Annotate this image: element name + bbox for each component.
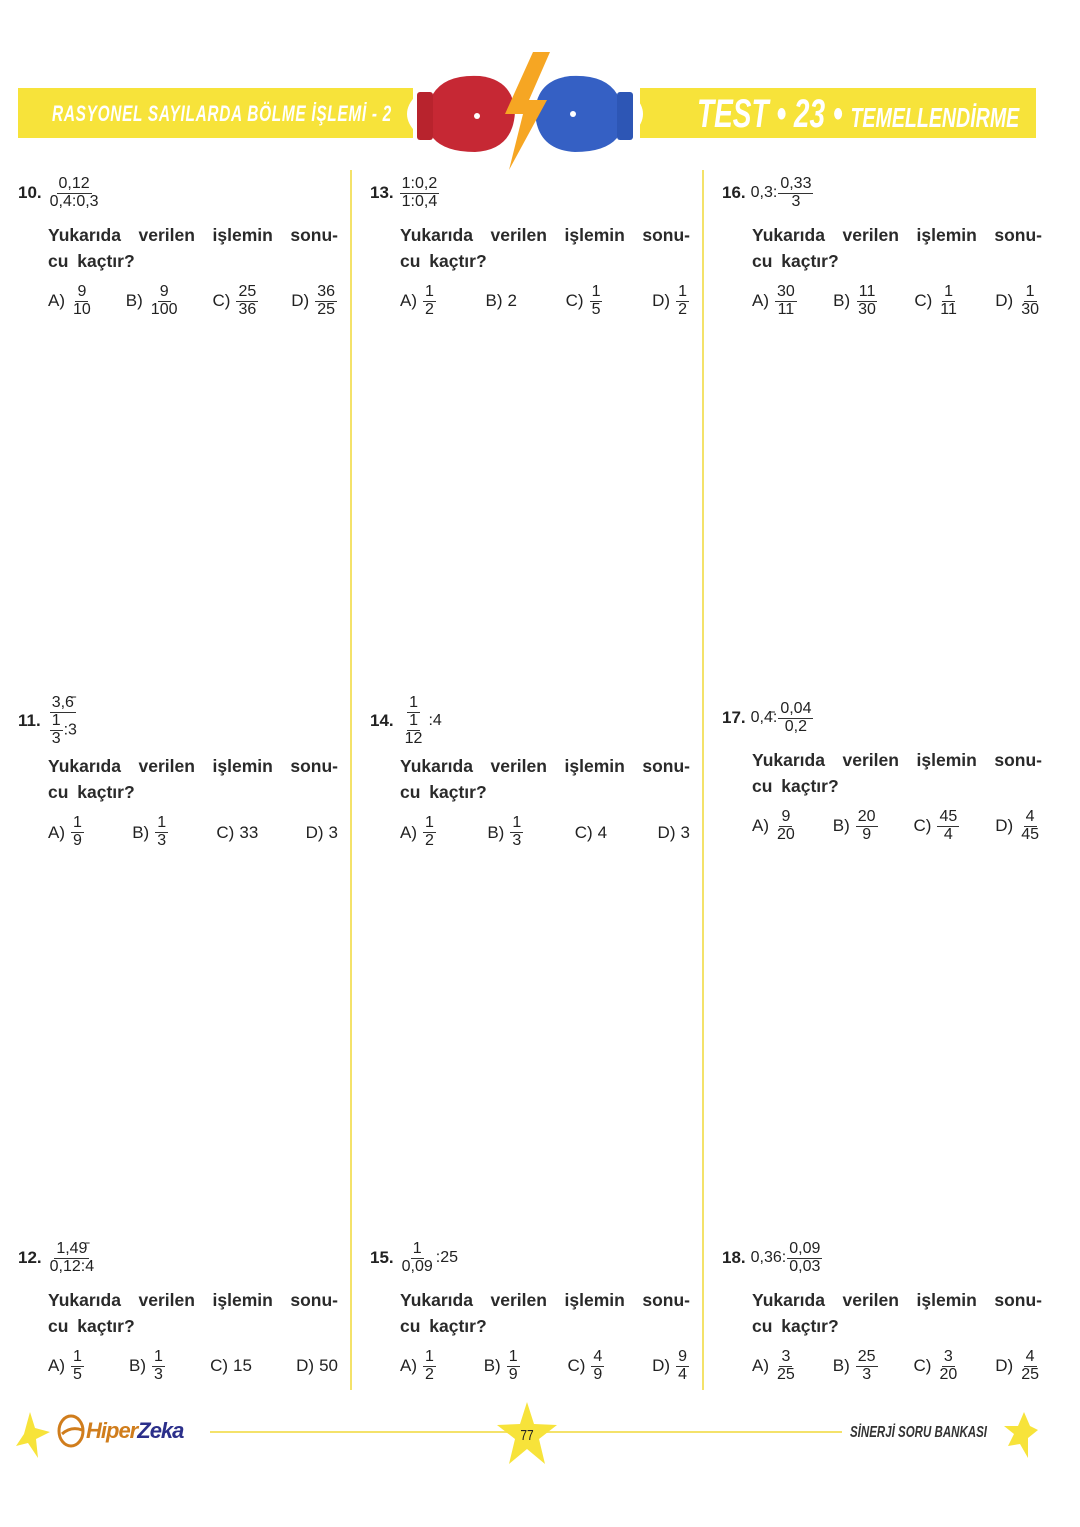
expression-text: 1:0,4 xyxy=(401,192,438,210)
fraction-denominator: 9 xyxy=(862,825,872,843)
fraction-denominator: 2 xyxy=(425,832,434,850)
column-divider xyxy=(350,170,352,1390)
answer-option-c[interactable] xyxy=(914,809,961,844)
option-fraction xyxy=(938,284,959,319)
question-prompt: Yukarıda verilen işlemin sonu- cu kaçtır? xyxy=(752,1290,1042,1336)
fraction-numerator xyxy=(400,176,440,194)
question-expression xyxy=(722,695,1042,741)
fraction-numerator: 4 xyxy=(593,1348,603,1365)
answer-option-c[interactable] xyxy=(213,284,260,319)
fraction-numerator xyxy=(407,695,420,713)
option-fraction xyxy=(1019,1349,1041,1384)
expression-text: 0,09 xyxy=(789,1239,821,1257)
column-divider xyxy=(702,170,704,1390)
question xyxy=(722,170,1042,319)
option-fraction xyxy=(590,284,603,319)
fraction-numerator: 9 xyxy=(159,283,169,300)
option-label: C) xyxy=(212,291,231,311)
fraction-numerator: 4 xyxy=(1025,808,1035,825)
option-fraction xyxy=(775,1349,797,1384)
expression-text: 1 xyxy=(409,694,418,711)
option-label: C) xyxy=(210,1356,229,1376)
option-label: A) xyxy=(48,822,65,842)
option-fraction xyxy=(1019,809,1041,844)
answer-option-a[interactable] xyxy=(48,284,94,319)
question-expression xyxy=(370,1235,690,1281)
fraction-denominator: 30 xyxy=(1021,300,1039,318)
question-prompt: Yukarıda verilen işlemin sonu- cu kaçtır? xyxy=(400,225,690,271)
answer-option-c[interactable] xyxy=(216,823,258,843)
fraction-numerator: 11 xyxy=(858,283,876,300)
expression-text: 0,4̄: xyxy=(750,709,778,726)
fraction-denominator: 3 xyxy=(512,832,522,850)
question-expression xyxy=(370,695,690,747)
expression-text: 0,2 xyxy=(784,717,808,735)
fraction-denominator: 2 xyxy=(678,300,687,318)
fraction-denominator: 3 xyxy=(157,832,167,850)
answer-options xyxy=(752,809,1042,844)
fraction-numerator xyxy=(50,713,63,731)
option-label: D) xyxy=(995,816,1014,836)
fraction-numerator: 1 xyxy=(425,814,434,832)
question-number: 16. xyxy=(722,183,746,202)
question-expression xyxy=(370,170,690,216)
answer-option-a[interactable] xyxy=(400,284,437,319)
fraction-denominator xyxy=(400,194,440,211)
fraction-denominator: 2 xyxy=(425,300,434,318)
question-prompt: Yukarıda verilen işlemin sonu- cu kaçtır? xyxy=(752,225,1042,271)
option-label: A) xyxy=(752,816,769,836)
fraction-denominator: 9 xyxy=(508,1365,518,1383)
option-label: D) xyxy=(657,822,676,842)
question-prompt: Yukarıda verilen işlemin sonu- cu kaçtır? xyxy=(752,750,1042,796)
fraction-numerator: 9 xyxy=(678,1348,687,1365)
option-label: D) xyxy=(652,291,671,311)
option-fraction xyxy=(676,1349,689,1384)
fraction xyxy=(400,1241,435,1276)
option-fraction xyxy=(71,1349,84,1384)
option-fraction xyxy=(507,1349,520,1384)
fraction-denominator: 5 xyxy=(73,1365,82,1383)
option-label: C) xyxy=(567,1356,586,1376)
option-fraction xyxy=(315,284,337,319)
fraction xyxy=(787,1241,822,1276)
answer-options xyxy=(752,284,1042,319)
expression-text: :25 xyxy=(435,1249,459,1266)
answer-option-c[interactable] xyxy=(567,1349,605,1384)
question-prompt: Yukarıda verilen işlemin sonu- cu kaçtır? xyxy=(48,756,338,803)
fraction xyxy=(778,701,813,736)
fraction-numerator xyxy=(411,1241,424,1259)
option-value: 15 xyxy=(233,1356,252,1376)
fraction xyxy=(400,695,428,747)
question-prompt: Yukarıda verilen işlemin sonu- cu kaçtır? xyxy=(400,756,690,803)
option-label: C) xyxy=(216,822,235,842)
fraction-numerator xyxy=(54,1241,89,1259)
option-fraction xyxy=(423,284,436,319)
expression-text: 0,36: xyxy=(750,1249,787,1266)
fraction-denominator: 10 xyxy=(73,300,91,318)
question-prompt: Yukarıda verilen işlemin sonu- cu kaçtır? xyxy=(48,1290,338,1336)
fraction-numerator: 36 xyxy=(317,283,335,300)
fraction xyxy=(400,176,440,211)
option-value: 33 xyxy=(239,822,259,842)
option-fraction xyxy=(591,1349,604,1384)
answer-option-b[interactable] xyxy=(129,1349,166,1384)
option-fraction xyxy=(152,1349,165,1384)
option-label: A) xyxy=(48,291,65,311)
fraction-denominator: 9 xyxy=(73,832,82,850)
option-label: D) xyxy=(305,822,324,842)
question-number: 15. xyxy=(370,1248,394,1267)
expression-text: 1:0,2 xyxy=(401,174,438,192)
answer-option-d[interactable] xyxy=(658,823,690,843)
fraction-numerator xyxy=(778,701,813,719)
answer-option-c[interactable] xyxy=(566,284,604,319)
expression-text: :4 xyxy=(428,712,442,730)
fraction-denominator xyxy=(50,731,63,748)
logo-icon xyxy=(56,1414,86,1448)
question xyxy=(18,170,338,319)
fraction-numerator: 1 xyxy=(73,1348,82,1365)
question-prompt: Yukarıda verilen işlemin sonu- cu kaçtır? xyxy=(400,1290,690,1336)
question-number: 18. xyxy=(722,1248,746,1267)
fraction-numerator: 1 xyxy=(425,283,434,300)
answer-option-b[interactable] xyxy=(833,809,879,844)
test-label: TEST xyxy=(697,92,769,136)
option-label: A) xyxy=(752,1356,769,1376)
answer-option-d[interactable] xyxy=(306,823,338,843)
fraction-denominator xyxy=(48,194,101,211)
answer-option-a[interactable] xyxy=(400,1349,437,1384)
option-label: D) xyxy=(296,1356,315,1376)
answer-option-a[interactable] xyxy=(400,815,437,850)
fraction-denominator xyxy=(787,1259,822,1276)
fraction-numerator: 1 xyxy=(591,283,601,300)
fraction-denominator: 11 xyxy=(777,300,795,318)
fraction xyxy=(778,176,813,211)
option-label: C) xyxy=(913,816,932,836)
option-label: D) xyxy=(652,1356,671,1376)
option-label: B) xyxy=(487,822,505,842)
fraction-numerator: 45 xyxy=(939,808,958,825)
question xyxy=(370,1235,690,1384)
fraction-numerator: 9 xyxy=(781,808,791,825)
answer-option-d[interactable] xyxy=(296,1356,338,1376)
fraction-numerator: 1 xyxy=(73,814,82,832)
expression-text: 1 xyxy=(409,711,418,729)
answer-option-c[interactable] xyxy=(210,1356,252,1376)
answer-option-a[interactable] xyxy=(48,1349,85,1384)
question xyxy=(722,1235,1042,1384)
answer-option-b[interactable] xyxy=(833,1349,879,1384)
option-fraction xyxy=(937,809,959,844)
option-label: D) xyxy=(995,291,1014,311)
fraction-numerator: 3 xyxy=(781,1348,791,1365)
answer-option-a[interactable] xyxy=(752,284,798,319)
question-expression xyxy=(722,170,1042,216)
fraction-denominator: 5 xyxy=(591,300,601,318)
option-label: B) xyxy=(132,822,150,842)
answer-option-d[interactable] xyxy=(995,1349,1042,1384)
fraction-numerator: 25 xyxy=(238,283,257,300)
answer-options xyxy=(48,284,338,319)
answer-option-d[interactable] xyxy=(291,284,338,319)
option-fraction xyxy=(236,284,258,319)
option-fraction xyxy=(856,809,878,844)
fraction-denominator xyxy=(783,719,809,736)
answer-options xyxy=(400,284,690,319)
answer-option-b[interactable] xyxy=(126,284,181,319)
fraction-numerator: 1 xyxy=(154,1348,163,1365)
expression-text: 3 xyxy=(51,729,61,747)
question-expression xyxy=(722,1235,1042,1281)
option-label: B) xyxy=(832,816,850,836)
option-fraction xyxy=(937,1349,959,1384)
answer-option-d[interactable] xyxy=(652,1349,690,1384)
option-value: 50 xyxy=(319,1356,338,1376)
fraction-numerator xyxy=(50,695,76,713)
fraction-denominator: 4 xyxy=(943,825,953,843)
answer-option-d[interactable] xyxy=(652,284,690,319)
option-label: B) xyxy=(129,1356,147,1376)
fraction-numerator: 1 xyxy=(425,1348,434,1365)
brand-name: SİNERJİ SORU BANKASI xyxy=(850,1424,987,1441)
expression-text: 1,49̄ xyxy=(56,1239,88,1257)
fraction-numerator: 3 xyxy=(943,1348,953,1365)
fraction-denominator: 25 xyxy=(317,300,335,318)
option-label: B) xyxy=(833,291,851,311)
boxing-gloves-icon xyxy=(405,52,645,172)
option-fraction xyxy=(423,1349,436,1384)
fraction-denominator xyxy=(400,713,428,748)
question xyxy=(370,170,690,319)
fraction-denominator: 9 xyxy=(593,1365,603,1383)
option-value: 3 xyxy=(680,822,690,842)
answer-option-b[interactable] xyxy=(833,284,879,319)
expression-text: 3,6̄ xyxy=(51,694,74,711)
option-fraction xyxy=(1019,284,1041,319)
option-label: C) xyxy=(914,291,933,311)
fraction-numerator: 4 xyxy=(1025,1348,1035,1365)
fraction-denominator xyxy=(48,1259,96,1276)
option-label: B) xyxy=(483,1356,501,1376)
question xyxy=(370,695,690,850)
topic-title: RASYONEL SAYILARDA BÖLME İŞLEMİ - 2 xyxy=(52,101,392,126)
answer-options xyxy=(48,1349,338,1384)
fraction-numerator: 1 xyxy=(1025,283,1035,300)
test-title: TEST • 23 • TEMELLENDİRME xyxy=(697,92,1020,136)
answer-options xyxy=(752,1349,1042,1384)
fraction-denominator: 4 xyxy=(678,1365,687,1383)
expression-text: 0,12 xyxy=(58,174,90,192)
option-label: A) xyxy=(400,1356,417,1376)
fraction-numerator xyxy=(778,176,813,194)
question-number: 12. xyxy=(18,1248,42,1267)
option-fraction xyxy=(856,284,878,319)
expression-text: 12 xyxy=(404,729,423,747)
answer-option-a[interactable] xyxy=(752,1349,798,1384)
option-value: 3 xyxy=(328,822,338,842)
fraction-denominator: 2 xyxy=(425,1365,434,1383)
option-value: 2 xyxy=(507,291,517,311)
answer-option-b[interactable] xyxy=(132,815,169,850)
expression-text: 3 xyxy=(791,192,801,210)
answer-option-d[interactable] xyxy=(995,809,1042,844)
fraction-numerator: 1 xyxy=(508,1348,518,1365)
answer-options xyxy=(400,815,690,850)
answer-option-c[interactable] xyxy=(575,823,607,843)
option-label: D) xyxy=(995,1356,1014,1376)
page-number: 77 xyxy=(520,1427,534,1444)
fraction-numerator: 30 xyxy=(777,283,795,300)
option-fraction xyxy=(71,284,93,319)
option-fraction xyxy=(856,1349,878,1384)
star-icon xyxy=(16,1412,50,1458)
fraction-numerator: 1 xyxy=(944,283,954,300)
fraction xyxy=(50,713,63,748)
option-label: A) xyxy=(48,1356,65,1376)
expression-text: 0,12:4 xyxy=(49,1257,95,1275)
option-label: D) xyxy=(291,291,310,311)
fraction xyxy=(48,1241,96,1276)
question-expression xyxy=(18,1235,338,1281)
option-label: C) xyxy=(574,822,593,842)
option-label: A) xyxy=(752,291,769,311)
answer-option-c[interactable] xyxy=(914,1349,961,1384)
expression-text: 0,33 xyxy=(780,174,812,192)
option-fraction xyxy=(676,284,689,319)
fraction-denominator: 20 xyxy=(777,825,795,843)
fraction-denominator: 20 xyxy=(939,1365,958,1383)
option-fraction xyxy=(510,815,523,850)
question-number: 17. xyxy=(722,708,746,727)
answer-option-b[interactable] xyxy=(484,1349,521,1384)
option-label: C) xyxy=(913,1356,932,1376)
question xyxy=(18,1235,338,1384)
answer-options xyxy=(400,1349,690,1384)
option-fraction xyxy=(155,815,168,850)
fraction-denominator: 11 xyxy=(940,300,957,318)
fraction-denominator: 100 xyxy=(150,300,178,318)
fraction-denominator: 25 xyxy=(777,1365,795,1383)
expression-text: :3 xyxy=(63,721,77,739)
option-value: 4 xyxy=(597,822,608,842)
fraction-denominator xyxy=(47,713,79,748)
expression-text: 1 xyxy=(51,711,61,729)
question-number: 11. xyxy=(18,711,41,731)
fraction xyxy=(403,713,425,748)
question-prompt: Yukarıda verilen işlemin sonu- cu kaçtır? xyxy=(48,225,338,271)
option-label: A) xyxy=(400,291,417,311)
fraction-denominator: 30 xyxy=(858,300,876,318)
option-fraction xyxy=(775,284,797,319)
fraction-numerator: 1 xyxy=(157,814,167,832)
fraction-denominator: 3 xyxy=(862,1365,872,1383)
fraction xyxy=(48,176,101,211)
question-expression xyxy=(18,170,338,216)
fraction-numerator: 25 xyxy=(857,1348,876,1365)
answer-option-a[interactable] xyxy=(48,815,85,850)
option-label: B) xyxy=(832,1356,850,1376)
option-fraction xyxy=(423,815,436,850)
option-fraction xyxy=(71,815,84,850)
fraction xyxy=(47,695,79,747)
option-label: B) xyxy=(485,291,503,311)
fraction-numerator xyxy=(787,1241,822,1259)
option-label: A) xyxy=(400,822,417,842)
fraction-denominator xyxy=(403,731,425,748)
expression-text: 0,03 xyxy=(789,1257,821,1275)
star-icon xyxy=(1004,1412,1038,1458)
fraction-denominator: 36 xyxy=(238,300,257,318)
test-type: TEMELLENDİRME xyxy=(850,102,1020,133)
question-number: 13. xyxy=(370,183,394,202)
fraction-numerator: 20 xyxy=(857,808,876,825)
question xyxy=(18,695,338,850)
option-label: C) xyxy=(565,291,584,311)
answer-option-b[interactable] xyxy=(486,291,517,311)
fraction-numerator xyxy=(407,713,420,731)
fraction-denominator: 3 xyxy=(154,1365,163,1383)
fraction-denominator xyxy=(400,1259,435,1276)
hiperzeka-logo: Hiper Zeka xyxy=(56,1414,183,1448)
option-label: B) xyxy=(125,291,143,311)
expression-text: 0,4:0,3 xyxy=(49,192,99,210)
question-number: 10. xyxy=(18,183,42,202)
answer-option-a[interactable] xyxy=(752,809,798,844)
fraction-numerator: 1 xyxy=(678,283,687,300)
question-number: 14. xyxy=(370,711,394,731)
fraction-denominator: 25 xyxy=(1021,1365,1039,1383)
fraction-numerator xyxy=(57,176,92,194)
option-fraction xyxy=(775,809,797,844)
expression-text: 0,04 xyxy=(780,699,812,717)
question-expression xyxy=(18,695,338,747)
option-fraction xyxy=(149,284,180,319)
answer-options xyxy=(48,815,338,850)
answer-option-b[interactable] xyxy=(487,815,524,850)
question xyxy=(722,695,1042,844)
expression-text: 0,09 xyxy=(401,1257,433,1275)
fraction-numerator: 9 xyxy=(77,283,87,300)
fraction-denominator xyxy=(789,194,802,211)
answer-option-d[interactable] xyxy=(995,284,1042,319)
test-number: 23 xyxy=(793,92,826,136)
expression-text: 0,3: xyxy=(750,184,778,201)
fraction-numerator: 1 xyxy=(512,814,522,832)
expression-text: 1 xyxy=(412,1239,422,1257)
answer-option-c[interactable] xyxy=(914,284,960,319)
fraction-denominator: 45 xyxy=(1021,825,1039,843)
